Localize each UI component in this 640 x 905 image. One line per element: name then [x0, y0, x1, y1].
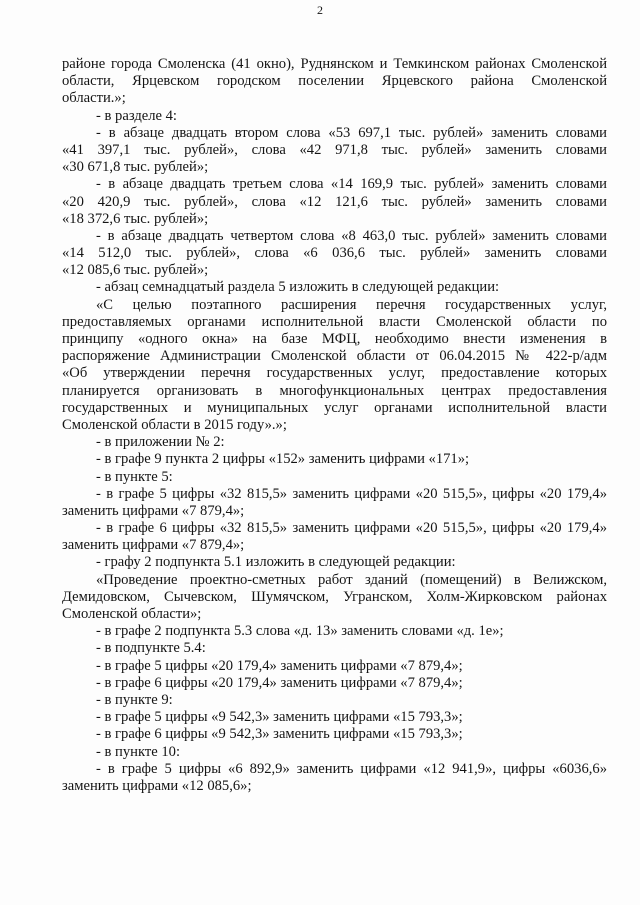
text-line: - в графе 5 цифры «6 892,9» заменить цифрами «12 941,9», цифры «6036,6»	[96, 760, 607, 777]
text-line: - в пункте 9:	[96, 691, 173, 708]
text-line: «14 512,0 тыс. рублей», слова «6 036,6 тыс. рублей» заменить словами	[62, 245, 607, 262]
text-line: принципу «одного окна» на базе МФЦ, необходимо внести изменения в	[62, 331, 607, 347]
text-line: - в графе 5 цифры «32 815,5» заменить цифрами «20 515,5», цифры «20 179,4»	[96, 485, 607, 502]
text-line: - в графе 6 цифры «9 542,3» заменить цифрами «15 793,3»;	[96, 726, 463, 743]
text-line: - в приложении № 2:	[96, 434, 225, 451]
text-line: - в абзаце двадцать четвертом слова «8 463,0 тыс. рублей» заменить словами	[96, 227, 607, 244]
text-line: Смоленской области»;	[62, 606, 202, 622]
text-line: планируется организовать в многофункциональных центрах предоставления	[62, 382, 607, 399]
text-line: области.»;	[62, 90, 126, 107]
text-line: - в абзаце двадцать третьем слова «14 169,9 тыс. рублей» заменить словами	[96, 176, 607, 193]
text-line: Смоленской области в 2015 году».»;	[62, 416, 287, 433]
text-line: - в графе 5 цифры «20 179,4» заменить цифрами «7 879,4»;	[96, 657, 463, 674]
text-line: Демидовском, Сычевском, Шумячском, Угранском, Холм-Жирковском районах	[62, 588, 607, 605]
text-line: - в графе 2 подпункта 5.3 слова «д. 13» заменить словами «д. 1е»;	[96, 623, 504, 640]
text-line: предоставляемых органами исполнительной власти Смоленской области по	[62, 313, 607, 330]
text-line: - в графе 9 пункта 2 цифры «152» заменить цифрами «171»;	[96, 451, 470, 468]
text-line: - в подпункте 5.4:	[96, 640, 206, 657]
text-line: «20 420,9 тыс. рублей», слова «12 121,6 тыс. рублей» заменить словами	[62, 193, 607, 210]
text-line: области, Ярцевском городском поселении Ярцевского района Смоленской	[62, 73, 607, 90]
document-body	[62, 56, 607, 795]
page-number: 2	[317, 3, 323, 17]
text-line: «С целью поэтапного расширения перечня государственных услуг,	[96, 296, 607, 313]
text-line: - в пункте 5:	[96, 468, 173, 485]
text-line: «Об утверждении перечня государственных услуг, предоставление которых	[62, 365, 607, 382]
text-line: - в графе 6 цифры «32 815,5» заменить цифрами «20 515,5», цифры «20 179,4»	[96, 520, 607, 537]
text-line: «30 671,8 тыс. рублей»;	[62, 159, 209, 176]
text-line: - в пункте 10:	[96, 743, 181, 760]
text-line: государственных и муниципальных услуг органами исполнительной власти	[62, 399, 607, 416]
text-line: - в абзаце двадцать втором слова «53 697,1 тыс. рублей» заменить словами	[96, 124, 607, 141]
text-line: - абзац семнадцатый раздела 5 изложить в следующей редакции:	[96, 279, 500, 296]
text-line: районе города Смоленска (41 окно), Руднянском и Темкинском районах Смоленской	[62, 56, 607, 72]
text-line: - в графе 6 цифры «20 179,4» заменить цифрами «7 879,4»;	[96, 674, 463, 691]
text-line: «18 372,6 тыс. рублей»;	[62, 210, 209, 227]
text-line: «41 397,1 тыс. рублей», слова «42 971,8 тыс. рублей» заменить словами	[62, 141, 607, 158]
text-line: - в графе 5 цифры «9 542,3» заменить цифрами «15 793,3»;	[96, 709, 463, 726]
text-line: «12 085,6 тыс. рублей»;	[62, 262, 209, 279]
text-line: - графу 2 подпункта 5.1 изложить в следующей редакции:	[96, 554, 456, 571]
text-line: заменить цифрами «12 085,6»;	[62, 777, 252, 794]
text-line: распоряжение Администрации Смоленской области от 06.04.2015 № 422-р/адм	[62, 348, 607, 365]
text-line: «Проведение проектно-сметных работ зданий (помещений) в Велижском,	[96, 571, 607, 588]
text-line: заменить цифрами «7 879,4»;	[62, 537, 245, 554]
text-line: заменить цифрами «7 879,4»;	[62, 502, 245, 519]
text-line: - в разделе 4:	[96, 107, 177, 124]
